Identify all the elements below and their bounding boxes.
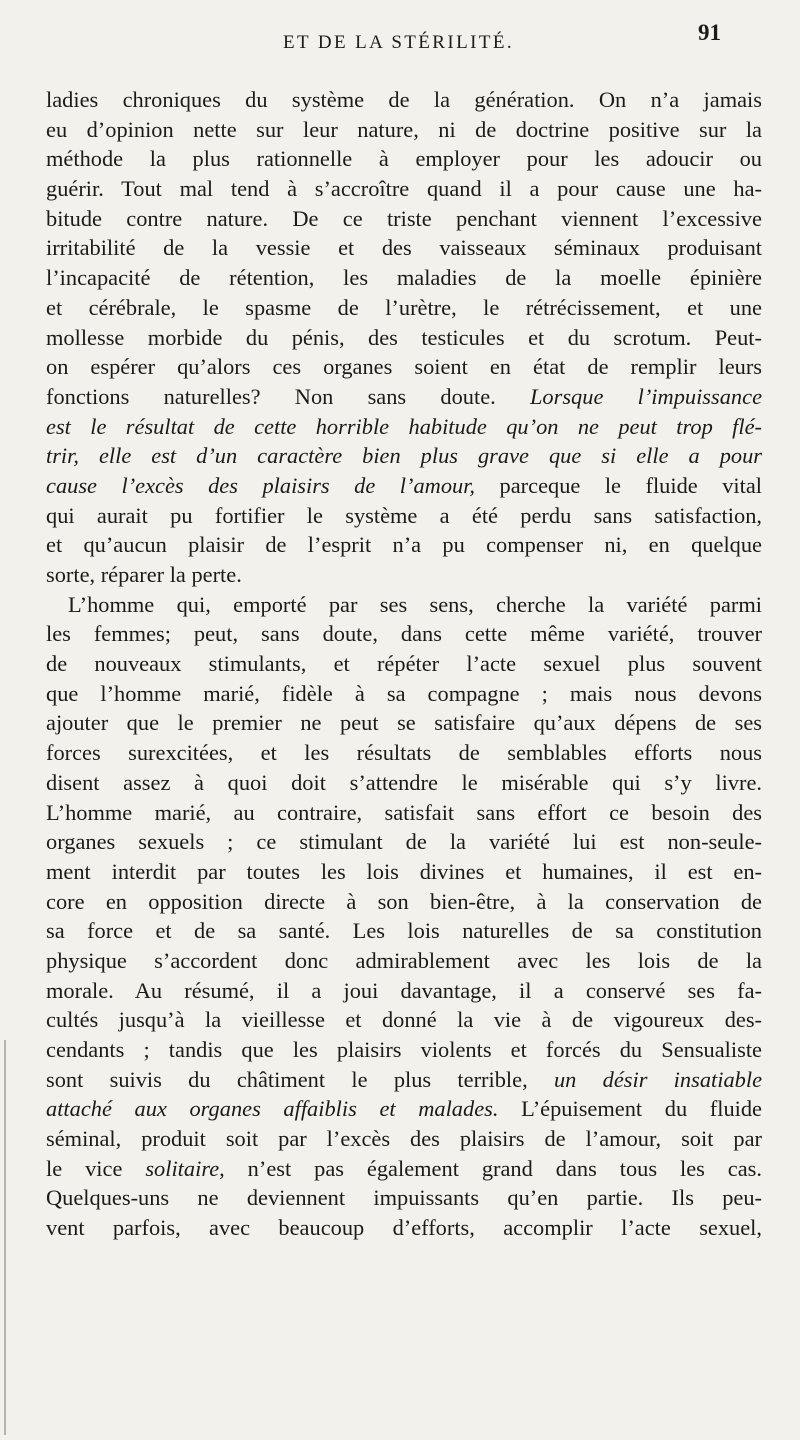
text-run: et qu’aucun plaisir de l’esprit n’a pu compenser ni, en quelque [46, 532, 762, 558]
text-run: L’homme qui, emporté par ses sens, cherche la variété parmi [68, 591, 762, 617]
text-run: morale. Au résumé, il a joui davantage, il a conservé ses fa- [46, 977, 762, 1003]
italic-run: un désir insatiable [553, 1066, 762, 1092]
text-run: eu d’opinion nette sur leur nature, ni de doctrine positive sur la [46, 116, 762, 142]
text-line [46, 471, 762, 501]
italic-run: solitaire, [145, 1155, 225, 1181]
text-line [46, 352, 762, 382]
text-line [46, 738, 762, 768]
text-run: qui aurait pu fortifier le système a été perdu sans satisfaction, [46, 502, 762, 528]
text-line [46, 412, 762, 442]
page-number: 91 [698, 20, 721, 45]
text-line [46, 293, 762, 323]
text-line [46, 1154, 762, 1184]
italic-run: cause l’excès des plaisirs de l’amour, [46, 472, 476, 498]
text-run: bitude contre nature. De ce triste penchant viennent l’excessive [46, 205, 762, 231]
text-run: que l’homme marié, fidèle à sa compagne ; mais nous devons [46, 680, 762, 706]
text-run: sorte, réparer la perte. [46, 562, 242, 587]
text-line [46, 857, 762, 887]
text-run: sa force et de sa santé. Les lois naturelles de sa constitution [46, 918, 762, 944]
italic-run: Lorsque l’impuissance [529, 383, 762, 409]
text-run: forces surexcitées, et les résultats de semblables efforts nous [46, 740, 762, 766]
text-line [46, 976, 762, 1006]
text-line [46, 233, 762, 263]
text-line [46, 323, 762, 353]
text-run: méthode la plus rationnelle à employer pour les adoucir ou [46, 146, 762, 172]
text-run: n’est pas également grand dans tous les cas. [224, 1155, 762, 1181]
text-run: parceque le fluide vital [475, 472, 762, 498]
text-line [46, 649, 762, 679]
text-line [46, 1005, 762, 1035]
text-line [46, 946, 762, 976]
text-run: le vice [46, 1155, 146, 1181]
text-run: disent assez à quoi doit s’attendre le misérable qui s’y livre. [46, 769, 762, 795]
text-line [46, 441, 762, 471]
text-run: L’épuisement du fluide [498, 1096, 762, 1122]
text-line [46, 1094, 762, 1124]
text-run: guérir. Tout mal tend à s’accroître quand il a pour cause une ha- [46, 176, 762, 202]
text-line [46, 530, 762, 560]
text-line [46, 590, 762, 620]
text-run: core en opposition directe à son bien-être, à la conservation de [46, 888, 762, 914]
text-line [46, 1183, 762, 1213]
text-line [46, 115, 762, 145]
italic-run: est le résultat de cette horrible habitude qu’on ne peut trop flé- [46, 413, 762, 439]
text-run: L’homme marié, au contraire, satisfait sans effort ce besoin des [46, 799, 762, 825]
text-line [46, 382, 762, 412]
text-line [46, 144, 762, 174]
text-line [46, 827, 762, 857]
text-line [46, 768, 762, 798]
text-run: organes sexuels ; ce stimulant de la variété lui est non-seule- [46, 829, 762, 855]
text-line [46, 679, 762, 709]
text-line [46, 174, 762, 204]
text-line [46, 1035, 762, 1065]
text-run: on espérer qu’alors ces organes soient en état de remplir leurs [46, 354, 762, 380]
running-head: ET DE LA STÉRILITÉ. [283, 32, 514, 53]
text-run: ladies chroniques du système de la génération. On n’a jamais [46, 87, 762, 112]
body-text [46, 85, 762, 1243]
italic-run: attaché aux organes affaiblis et malades. [46, 1096, 499, 1122]
text-run: fonctions naturelles? Non sans doute. [46, 383, 530, 409]
text-line [46, 1065, 762, 1095]
text-line [46, 501, 762, 531]
text-line [46, 1124, 762, 1154]
italic-run: trir, elle est d’un caractère bien plus grave que si elle a pour [46, 443, 762, 469]
text-line [46, 560, 762, 590]
page-header [0, 20, 800, 60]
text-line [46, 263, 762, 293]
text-line [46, 619, 762, 649]
text-line [46, 1213, 762, 1243]
text-line [46, 887, 762, 917]
text-line [46, 708, 762, 738]
text-run: sont suivis du châtiment le plus terrible, [46, 1066, 554, 1092]
text-line [46, 85, 762, 115]
text-run: mollesse morbide du pénis, des testicules et du scrotum. Peut- [46, 324, 762, 350]
text-run: les femmes; peut, sans doute, dans cette même variété, trouver [46, 621, 762, 647]
text-line [46, 798, 762, 828]
text-run: Quelques-uns ne deviennent impuissants qu’en partie. Ils peu- [46, 1185, 762, 1211]
text-run: irritabilité de la vessie et des vaisseaux séminaux produisant [46, 235, 762, 261]
text-run: l’incapacité de rétention, les maladies de la moelle épinière [46, 265, 762, 291]
text-run: séminal, produit soit par l’excès des plaisirs de l’amour, soit par [46, 1126, 762, 1152]
text-line [46, 204, 762, 234]
text-run: vent parfois, avec beaucoup d’efforts, accomplir l’acte sexuel, [46, 1215, 762, 1241]
text-line [46, 916, 762, 946]
text-run: cultés jusqu’à la vieillesse et donné la vie à de vigoureux des- [46, 1007, 762, 1033]
text-run: physique s’accordent donc admirablement avec les lois de la [46, 947, 762, 973]
text-run: ajouter que le premier ne peut se satisfaire qu’aux dépens de ses [46, 710, 762, 736]
text-run: ment interdit par toutes les lois divines et humaines, il est en- [46, 858, 762, 884]
text-run: cendants ; tandis que les plaisirs violents et forcés du Sensualiste [46, 1037, 762, 1062]
margin-rule [4, 1040, 6, 1435]
text-run: et cérébrale, le spasme de l’urètre, le rétrécissement, et une [46, 294, 762, 320]
text-run: de nouveaux stimulants, et répéter l’acte sexuel plus souvent [46, 651, 762, 677]
